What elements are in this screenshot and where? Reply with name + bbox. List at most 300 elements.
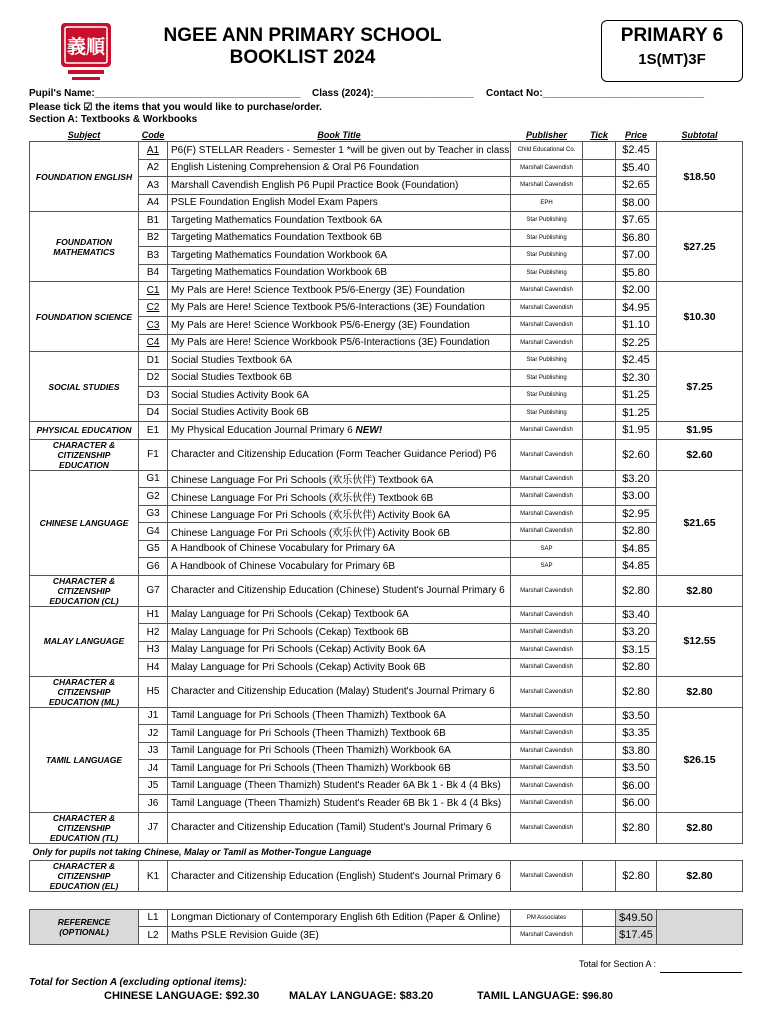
code-cell (139, 488, 168, 506)
book-title-cell (168, 470, 511, 488)
book-title-text: Character and Citizenship Education (English) Student's Journal Primary 6 (171, 870, 501, 882)
tick-checkbox[interactable] (583, 159, 616, 177)
code-cell (139, 299, 168, 317)
book-title-text: My Pals are Here! Science Textbook P5/6-Interactions (3E) Foundation (171, 302, 485, 314)
tick-checkbox[interactable] (583, 194, 616, 212)
subtotal-cell: $18.50 (657, 142, 743, 212)
book-title-text: Targeting Mathematics Foundation Textbook 6A (171, 214, 383, 226)
book-title-cell (168, 282, 511, 300)
code-text: J3 (147, 745, 159, 757)
book-title-text: Social Studies Activity Book 6B (171, 407, 309, 419)
publisher-cell: Marshall Cavendish (511, 470, 583, 488)
book-title-text: Malay Language for Pri Schools (Cekap) Activity Book 6A (171, 644, 426, 656)
publisher-cell: Star Publishing (511, 387, 583, 405)
book-title-cell (168, 777, 511, 795)
book-title-text: Tamil Language for Pri Schools (Theen Thamizh) Workbook 6B (171, 762, 451, 774)
code-cell (139, 159, 168, 177)
book-title-text: My Pals are Here! Science Workbook P5/6-Energy (3E) Foundation (171, 319, 470, 331)
code-text: B3 (146, 249, 160, 261)
publisher-cell: Star Publishing (511, 212, 583, 230)
publisher-cell: Child Educational Co. (511, 142, 583, 160)
book-title-cell (168, 369, 511, 387)
publisher-cell: Marshall Cavendish (511, 299, 583, 317)
tick-checkbox[interactable] (583, 505, 616, 523)
code-cell (139, 540, 168, 558)
book-title-cell (168, 523, 511, 541)
publisher-cell: Marshall Cavendish (511, 606, 583, 624)
tick-checkbox[interactable] (583, 352, 616, 370)
publisher-cell: Marshall Cavendish (511, 760, 583, 778)
code-text: C1 (146, 284, 160, 296)
publisher-cell: Star Publishing (511, 369, 583, 387)
subject-cell: CHARACTER & CITIZENSHIP EDUCATION (CL) (30, 575, 139, 606)
publisher-cell: Marshall Cavendish (511, 523, 583, 541)
new-badge: NEW! (355, 424, 383, 436)
publisher-cell: SAP (511, 540, 583, 558)
publisher-cell: Marshall Cavendish (511, 812, 583, 843)
book-title-text: Social Studies Activity Book 6A (171, 389, 309, 401)
subject-cell: TAMIL LANGUAGE (30, 707, 139, 812)
tick-checkbox[interactable] (583, 558, 616, 576)
price-cell: $1.95 (616, 422, 657, 440)
tick-checkbox[interactable] (583, 439, 616, 470)
publisher-cell: Marshall Cavendish (511, 177, 583, 195)
tick-checkbox[interactable] (583, 812, 616, 843)
book-title-text: Chinese Language For Pri Schools (欢乐伙伴) Textbook 6A (171, 475, 434, 487)
publisher-cell: Marshall Cavendish (511, 641, 583, 659)
tick-checkbox[interactable] (583, 606, 616, 624)
book-title-cell (168, 909, 511, 927)
book-title-text: Marshall Cavendish English P6 Pupil Practice Book (Foundation) (171, 179, 459, 191)
class-field[interactable]: Class (2024):__________________ (312, 88, 474, 99)
code-cell (139, 707, 168, 725)
book-title-cell (168, 194, 511, 212)
publisher-cell: Marshall Cavendish (511, 317, 583, 335)
tamil-total (477, 990, 613, 1002)
publisher-cell: Marshall Cavendish (511, 861, 583, 892)
price-cell: $7.00 (616, 247, 657, 265)
code-text: A1 (146, 144, 160, 156)
book-title-text: Malay Language for Pri Schools (Cekap) Textbook 6B (171, 626, 409, 638)
code-cell (139, 505, 168, 523)
tick-checkbox[interactable] (583, 742, 616, 760)
book-title-cell (168, 404, 511, 422)
code-cell (139, 334, 168, 352)
publisher-cell: Star Publishing (511, 229, 583, 247)
code-cell (139, 177, 168, 195)
subject-cell: MALAY LANGUAGE (30, 606, 139, 676)
book-title-cell (168, 725, 511, 743)
code-cell (139, 264, 168, 282)
tick-checkbox[interactable] (583, 725, 616, 743)
subject-cell: CHARACTER & CITIZENSHIP EDUCATION (30, 439, 139, 470)
subtotal-cell: $12.55 (657, 606, 743, 676)
tick-checkbox[interactable] (583, 488, 616, 506)
instruction-text: Please tick ☑ the items that you would like to purchase/order. (29, 102, 322, 113)
section-title: Section A: Textbooks & Workbooks (29, 114, 198, 125)
table-row (30, 606, 743, 624)
book-title-text: Character and Citizenship Education (Form Teacher Guidance Period) P6 (171, 449, 497, 460)
logo-lettering: 義順 (66, 36, 106, 58)
price-cell: $6.00 (616, 777, 657, 795)
code-text: D1 (146, 354, 160, 366)
book-title-text: Character and Citizenship Education (Malay) Student's Journal Primary 6 (171, 686, 495, 697)
code-text: G2 (146, 490, 160, 502)
publisher-cell: Star Publishing (511, 247, 583, 265)
table-row (30, 861, 743, 892)
code-text: B2 (146, 232, 160, 244)
book-title-text: My Pals are Here! Science Workbook P5/6-Interactions (3E) Foundation (171, 337, 490, 349)
code-cell (139, 909, 168, 927)
code-text: L1 (147, 912, 159, 924)
tick-checkbox[interactable] (583, 540, 616, 558)
code-text: H3 (146, 644, 160, 656)
book-title-text: Tamil Language for Pri Schools (Theen Thamizh) Textbook 6B (171, 727, 446, 739)
book-title-text: PSLE Foundation English Model Exam Papers (171, 197, 378, 209)
school-logo (58, 20, 114, 84)
price-cell: $1.25 (616, 387, 657, 405)
code-text: G3 (146, 508, 160, 520)
subject-cell: CHARACTER & CITIZENSHIP EDUCATION (ML) (30, 676, 139, 707)
publisher-cell: Marshall Cavendish (511, 334, 583, 352)
note-row (30, 843, 743, 861)
code-cell (139, 422, 168, 440)
code-cell (139, 212, 168, 230)
publisher-cell: Marshall Cavendish (511, 159, 583, 177)
price-cell: $3.20 (616, 470, 657, 488)
code-text: H5 (146, 686, 160, 697)
code-cell (139, 795, 168, 813)
tick-checkbox[interactable] (583, 282, 616, 300)
tamil-total-label: TAMIL LANGUAGE: (477, 990, 580, 1002)
publisher-cell: Star Publishing (511, 264, 583, 282)
code-text: G6 (146, 560, 160, 572)
tick-checkbox[interactable] (583, 404, 616, 422)
total-section-line[interactable] (660, 972, 742, 973)
tick-checkbox[interactable] (583, 229, 616, 247)
table-row (30, 282, 743, 300)
table-row (30, 812, 743, 843)
book-title-cell (168, 558, 511, 576)
tick-checkbox[interactable] (583, 317, 616, 335)
book-title-text: Tamil Language for Pri Schools (Theen Thamizh) Textbook 6A (171, 710, 446, 722)
book-title-cell (168, 760, 511, 778)
school-name: NGEE ANN PRIMARY SCHOOL (163, 25, 442, 46)
code-text: J2 (147, 727, 159, 739)
book-title-cell (168, 387, 511, 405)
price-cell: $1.25 (616, 404, 657, 422)
book-title-cell (168, 142, 511, 160)
code-text: H4 (146, 661, 160, 673)
book-title-cell (168, 488, 511, 506)
tick-checkbox[interactable] (583, 369, 616, 387)
code-cell (139, 927, 168, 945)
code-cell (139, 742, 168, 760)
publisher-cell: Marshall Cavendish (511, 624, 583, 642)
col-subject: Subject (67, 129, 101, 140)
price-cell: $3.15 (616, 641, 657, 659)
table-row (30, 439, 743, 470)
code-text: J6 (147, 797, 159, 809)
book-title-cell (168, 606, 511, 624)
price-cell: $5.40 (616, 159, 657, 177)
tick-checkbox[interactable] (583, 659, 616, 677)
publisher-cell: Marshall Cavendish (511, 795, 583, 813)
table-header-row (30, 128, 743, 142)
code-text: C4 (146, 337, 160, 349)
tick-checkbox[interactable] (583, 624, 616, 642)
col-tick: Tick (590, 129, 608, 140)
code-text: C3 (146, 319, 160, 331)
price-cell: $2.80 (616, 676, 657, 707)
price-cell: $2.45 (616, 142, 657, 160)
price-cell: $2.45 (616, 352, 657, 370)
book-title-cell (168, 861, 511, 892)
price-cell: $3.80 (616, 742, 657, 760)
col-publisher: Publisher (525, 129, 567, 140)
table-row (30, 142, 743, 160)
book-title-cell (168, 334, 511, 352)
code-text: J1 (147, 710, 159, 722)
book-title-text: Social Studies Textbook 6A (171, 354, 293, 366)
tick-checkbox[interactable] (583, 927, 616, 945)
book-title-text: My Pals are Here! Science Textbook P5/6-Energy (3E) Foundation (171, 284, 465, 296)
code-cell (139, 317, 168, 335)
subtotal-cell (657, 909, 743, 944)
book-title-text: Targeting Mathematics Foundation Workbook 6B (171, 267, 388, 279)
code-cell (139, 558, 168, 576)
tick-checkbox[interactable] (583, 264, 616, 282)
subject-cell: CHARACTER & CITIZENSHIP EDUCATION (EL) (30, 861, 139, 892)
price-cell: $4.95 (616, 299, 657, 317)
code-text: A3 (146, 179, 160, 191)
code-text: E1 (146, 424, 160, 436)
book-title-cell (168, 624, 511, 642)
code-cell (139, 282, 168, 300)
price-cell: $2.80 (616, 861, 657, 892)
book-title-text: Character and Citizenship Education (Chinese) Student's Journal Primary 6 (171, 585, 505, 596)
spacer-row (30, 892, 743, 910)
book-title-cell (168, 742, 511, 760)
book-title-cell (168, 229, 511, 247)
code-text: H2 (146, 626, 160, 638)
publisher-cell: Marshall Cavendish (511, 707, 583, 725)
subtotal-cell: $10.30 (657, 282, 743, 352)
book-title-text: My Physical Education Journal Primary 6 (171, 424, 353, 436)
table-row (30, 470, 743, 488)
subject-cell: REFERENCE (OPTIONAL) (30, 909, 139, 944)
tick-checkbox[interactable] (583, 861, 616, 892)
code-text: H1 (146, 609, 160, 621)
publisher-cell: Star Publishing (511, 352, 583, 370)
code-text: D3 (146, 389, 160, 401)
price-cell: $2.65 (616, 177, 657, 195)
code-text: G4 (146, 525, 160, 537)
price-cell: $2.60 (616, 439, 657, 470)
tick-checkbox[interactable] (583, 676, 616, 707)
publisher-cell: Marshall Cavendish (511, 505, 583, 523)
code-cell (139, 777, 168, 795)
price-cell: $2.00 (616, 282, 657, 300)
price-cell: $3.20 (616, 624, 657, 642)
price-cell: $2.80 (616, 812, 657, 843)
book-title-text: Targeting Mathematics Foundation Workbook 6A (171, 249, 388, 261)
code-text: D2 (146, 372, 160, 384)
publisher-cell: Marshall Cavendish (511, 439, 583, 470)
malay-total: MALAY LANGUAGE: $83.20 (289, 990, 434, 1002)
code-cell (139, 470, 168, 488)
tick-checkbox[interactable] (583, 575, 616, 606)
code-cell (139, 725, 168, 743)
book-title-text: Tamil Language for Pri Schools (Theen Thamizh) Workbook 6A (171, 745, 451, 757)
publisher-cell: Marshall Cavendish (511, 659, 583, 677)
tick-checkbox[interactable] (583, 247, 616, 265)
code-cell (139, 760, 168, 778)
publisher-cell: Marshall Cavendish (511, 927, 583, 945)
price-cell: $3.50 (616, 707, 657, 725)
price-cell: $2.25 (616, 334, 657, 352)
subject-cell: FOUNDATION ENGLISH (30, 142, 139, 212)
tick-checkbox[interactable] (583, 760, 616, 778)
table-row (30, 422, 743, 440)
tick-checkbox[interactable] (583, 142, 616, 160)
tick-checkbox[interactable] (583, 909, 616, 927)
book-title-cell (168, 212, 511, 230)
publisher-cell: Star Publishing (511, 404, 583, 422)
publisher-cell: Marshall Cavendish (511, 575, 583, 606)
price-cell: $4.85 (616, 558, 657, 576)
booklist-title: BOOKLIST 2024 (229, 47, 376, 68)
price-cell: $4.85 (616, 540, 657, 558)
code-text: K1 (146, 870, 160, 882)
tick-checkbox[interactable] (583, 387, 616, 405)
book-title-text: Longman Dictionary of Contemporary English 6th Edition (Paper & Online) (171, 912, 501, 924)
code-cell (139, 624, 168, 642)
price-cell: $7.65 (616, 212, 657, 230)
book-title-cell (168, 247, 511, 265)
tick-checkbox[interactable] (583, 334, 616, 352)
publisher-cell: Marshall Cavendish (511, 282, 583, 300)
tick-checkbox[interactable] (583, 777, 616, 795)
code-cell (139, 575, 168, 606)
book-title-text: Targeting Mathematics Foundation Textbook 6B (171, 232, 383, 244)
subtotal-cell: $2.80 (657, 575, 743, 606)
tick-checkbox[interactable] (583, 795, 616, 813)
code-cell (139, 861, 168, 892)
price-cell: $5.80 (616, 264, 657, 282)
book-title-text: A Handbook of Chinese Vocabulary for Primary 6B (171, 560, 396, 572)
class-code: 1S(MT)3F (638, 51, 706, 68)
level-box (601, 20, 743, 82)
tamil-total-value: $96.80 (582, 991, 613, 1002)
price-cell: $2.80 (616, 523, 657, 541)
code-text: J4 (147, 762, 159, 774)
code-text: J5 (147, 780, 159, 792)
price-cell: $3.50 (616, 760, 657, 778)
code-cell (139, 812, 168, 843)
code-text: B4 (146, 267, 160, 279)
book-title-cell (168, 177, 511, 195)
spacer-cell (30, 892, 743, 910)
pupil-name-field[interactable]: Pupil's Name:_____________________________________ (29, 88, 301, 99)
book-title-text: P6(F) STELLAR Readers - Semester 1 *will be given out by Teacher in class (171, 144, 510, 156)
subject-cell: PHYSICAL EDUCATION (30, 422, 139, 440)
publisher-cell: Marshall Cavendish (511, 777, 583, 795)
book-title-cell (168, 927, 511, 945)
code-text: L2 (147, 929, 159, 941)
book-title-text: Chinese Language For Pri Schools (欢乐伙伴) Activity Book 6B (171, 527, 451, 539)
price-cell: $3.40 (616, 606, 657, 624)
book-title-cell (168, 575, 511, 606)
code-cell (139, 606, 168, 624)
book-title-cell (168, 352, 511, 370)
tick-checkbox[interactable] (583, 707, 616, 725)
subtotal-cell: $7.25 (657, 352, 743, 422)
code-cell (139, 676, 168, 707)
table-row (30, 707, 743, 725)
subtotal-cell: $27.25 (657, 212, 743, 282)
subtotal-cell: $2.80 (657, 861, 743, 892)
book-title-cell (168, 676, 511, 707)
price-cell: $6.00 (616, 795, 657, 813)
book-title-text: Malay Language for Pri Schools (Cekap) Textbook 6A (171, 609, 409, 621)
price-cell: $2.80 (616, 659, 657, 677)
book-title-cell (168, 299, 511, 317)
code-text: B1 (146, 214, 160, 226)
tick-checkbox[interactable] (583, 523, 616, 541)
tick-checkbox[interactable] (583, 212, 616, 230)
code-text: G7 (146, 585, 160, 596)
total-section-label: Total for Section A : (579, 959, 657, 969)
book-title-text: Tamil Language (Theen Thamizh) Student's Reader 6A Bk 1 - Bk 4 (4 Bks) (171, 780, 501, 792)
code-cell (139, 404, 168, 422)
tick-checkbox[interactable] (583, 470, 616, 488)
book-title-text: English Listening Comprehension & Oral P6 Foundation (171, 162, 419, 174)
price-cell: $3.00 (616, 488, 657, 506)
table-row (30, 352, 743, 370)
tick-checkbox[interactable] (583, 641, 616, 659)
price-cell: $6.80 (616, 229, 657, 247)
price-cell: $1.10 (616, 317, 657, 335)
subject-cell: CHINESE LANGUAGE (30, 470, 139, 575)
table-row (30, 212, 743, 230)
table-row (30, 676, 743, 707)
price-cell: $2.95 (616, 505, 657, 523)
mother-tongue-note: Only for pupils not taking Chinese, Malay or Tamil as Mother-Tongue Language (32, 846, 372, 857)
total-note: Total for Section A (excluding optional items): (29, 977, 247, 988)
code-text: C2 (146, 302, 160, 314)
code-cell (139, 641, 168, 659)
code-text: A2 (146, 162, 160, 174)
code-cell (139, 387, 168, 405)
tick-checkbox[interactable] (583, 177, 616, 195)
code-cell (139, 247, 168, 265)
table-row (30, 575, 743, 606)
code-cell (139, 352, 168, 370)
tick-checkbox[interactable] (583, 422, 616, 440)
price-cell: $49.50 (616, 909, 657, 927)
col-book-title: Book Title (317, 129, 361, 140)
contact-field[interactable]: Contact No:_____________________________ (486, 88, 704, 99)
tick-checkbox[interactable] (583, 299, 616, 317)
col-code: Code (141, 129, 165, 140)
code-cell (139, 194, 168, 212)
price-cell: $3.35 (616, 725, 657, 743)
publisher-cell: Marshall Cavendish (511, 742, 583, 760)
book-title-text: Maths PSLE Revision Guide (3E) (171, 929, 319, 941)
publisher-cell: Marshall Cavendish (511, 725, 583, 743)
book-title-cell (168, 439, 511, 470)
